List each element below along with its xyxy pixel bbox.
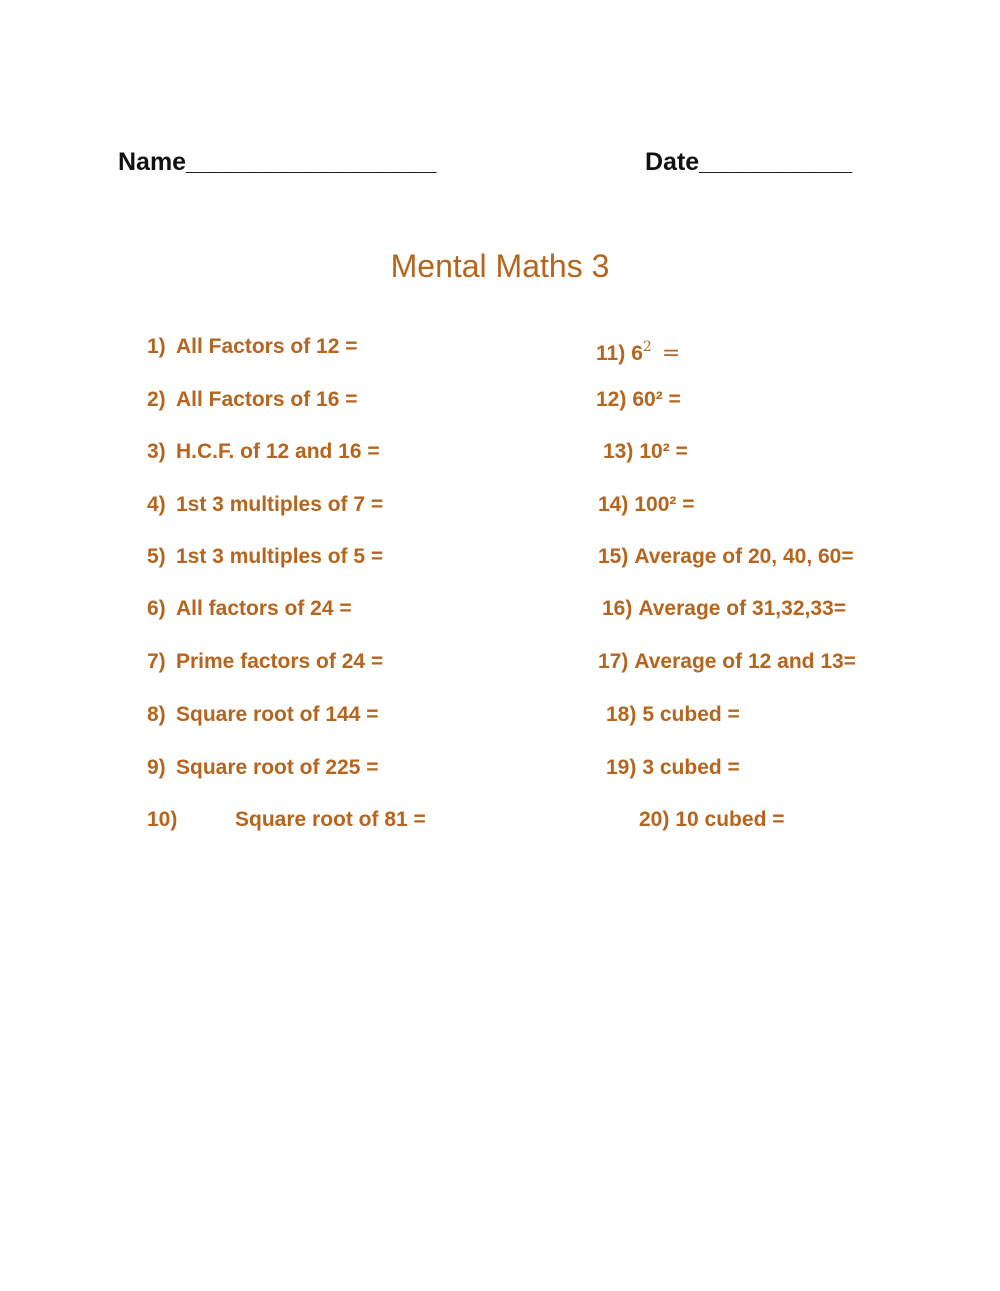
question-17 [598, 648, 856, 676]
question-15 [598, 543, 854, 571]
question-text: 10 cubed = [675, 808, 785, 831]
exponent-base: 6 [631, 342, 643, 365]
exponent-power: 2 [642, 339, 652, 355]
question-number: 8) [147, 703, 166, 726]
question-number: 17) [598, 650, 629, 673]
question-text: Square root of 144 = [176, 703, 379, 726]
date-field: Date___________ [645, 148, 853, 176]
question-text: Square root of 81 = [235, 808, 426, 831]
question-text: 1st 3 multiples of 7 = [176, 493, 384, 516]
question-number: 3) [147, 440, 166, 463]
question-text: Prime factors of 24 = [176, 650, 384, 673]
equals-sign: = [661, 341, 681, 366]
question-6 [147, 595, 352, 623]
question-9 [147, 754, 378, 782]
question-13 [603, 438, 688, 466]
name-field: Name__________________ [118, 148, 437, 176]
question-text [631, 333, 680, 368]
question-text: 100² = [634, 493, 695, 516]
question-text: 60² = [632, 388, 681, 411]
question-12 [596, 386, 681, 414]
question-number: 5) [147, 545, 166, 568]
question-text: All Factors of 16 = [176, 388, 358, 411]
question-number: 16) [602, 597, 633, 620]
page-title: Mental Maths 3 [390, 248, 610, 284]
question-text: Average of 12 and 13= [634, 650, 856, 673]
question-20 [639, 806, 785, 834]
question-number: 9) [147, 756, 166, 779]
question-5 [147, 543, 383, 571]
question-number: 13) [603, 440, 634, 463]
question-number: 1) [147, 335, 166, 358]
question-number: 7) [147, 650, 166, 673]
question-11 [596, 333, 680, 368]
question-number: 14) [598, 493, 629, 516]
question-text: Square root of 225 = [176, 756, 379, 779]
question-number: 19) [606, 756, 637, 779]
question-text: Average of 31,32,33= [638, 597, 846, 620]
question-number: 18) [606, 703, 637, 726]
question-14 [598, 491, 695, 519]
question-text: 1st 3 multiples of 5 = [176, 545, 384, 568]
question-number: 11) [596, 342, 626, 365]
question-number: 15) [598, 545, 629, 568]
question-text: Average of 20, 40, 60= [634, 545, 854, 568]
question-text: All Factors of 12 = [176, 335, 358, 358]
question-7 [147, 648, 383, 676]
question-19 [606, 754, 740, 782]
question-text: 5 cubed = [642, 703, 740, 726]
question-8 [147, 701, 378, 729]
question-18 [606, 701, 740, 729]
question-text: H.C.F. of 12 and 16 = [176, 440, 380, 463]
question-4 [147, 491, 383, 519]
question-number: 4) [147, 493, 166, 516]
question-3 [147, 438, 380, 466]
question-number: 10) [147, 808, 178, 831]
question-16 [602, 595, 846, 623]
question-number: 12) [596, 388, 627, 411]
question-number: 2) [147, 388, 166, 411]
question-10 [147, 806, 426, 834]
question-number: 6) [147, 597, 166, 620]
question-text: 3 cubed = [642, 756, 740, 779]
question-1 [147, 333, 357, 361]
question-2 [147, 386, 357, 414]
question-text: All factors of 24 = [176, 597, 352, 620]
question-number: 20) [639, 808, 670, 831]
question-text: 10² = [639, 440, 688, 463]
